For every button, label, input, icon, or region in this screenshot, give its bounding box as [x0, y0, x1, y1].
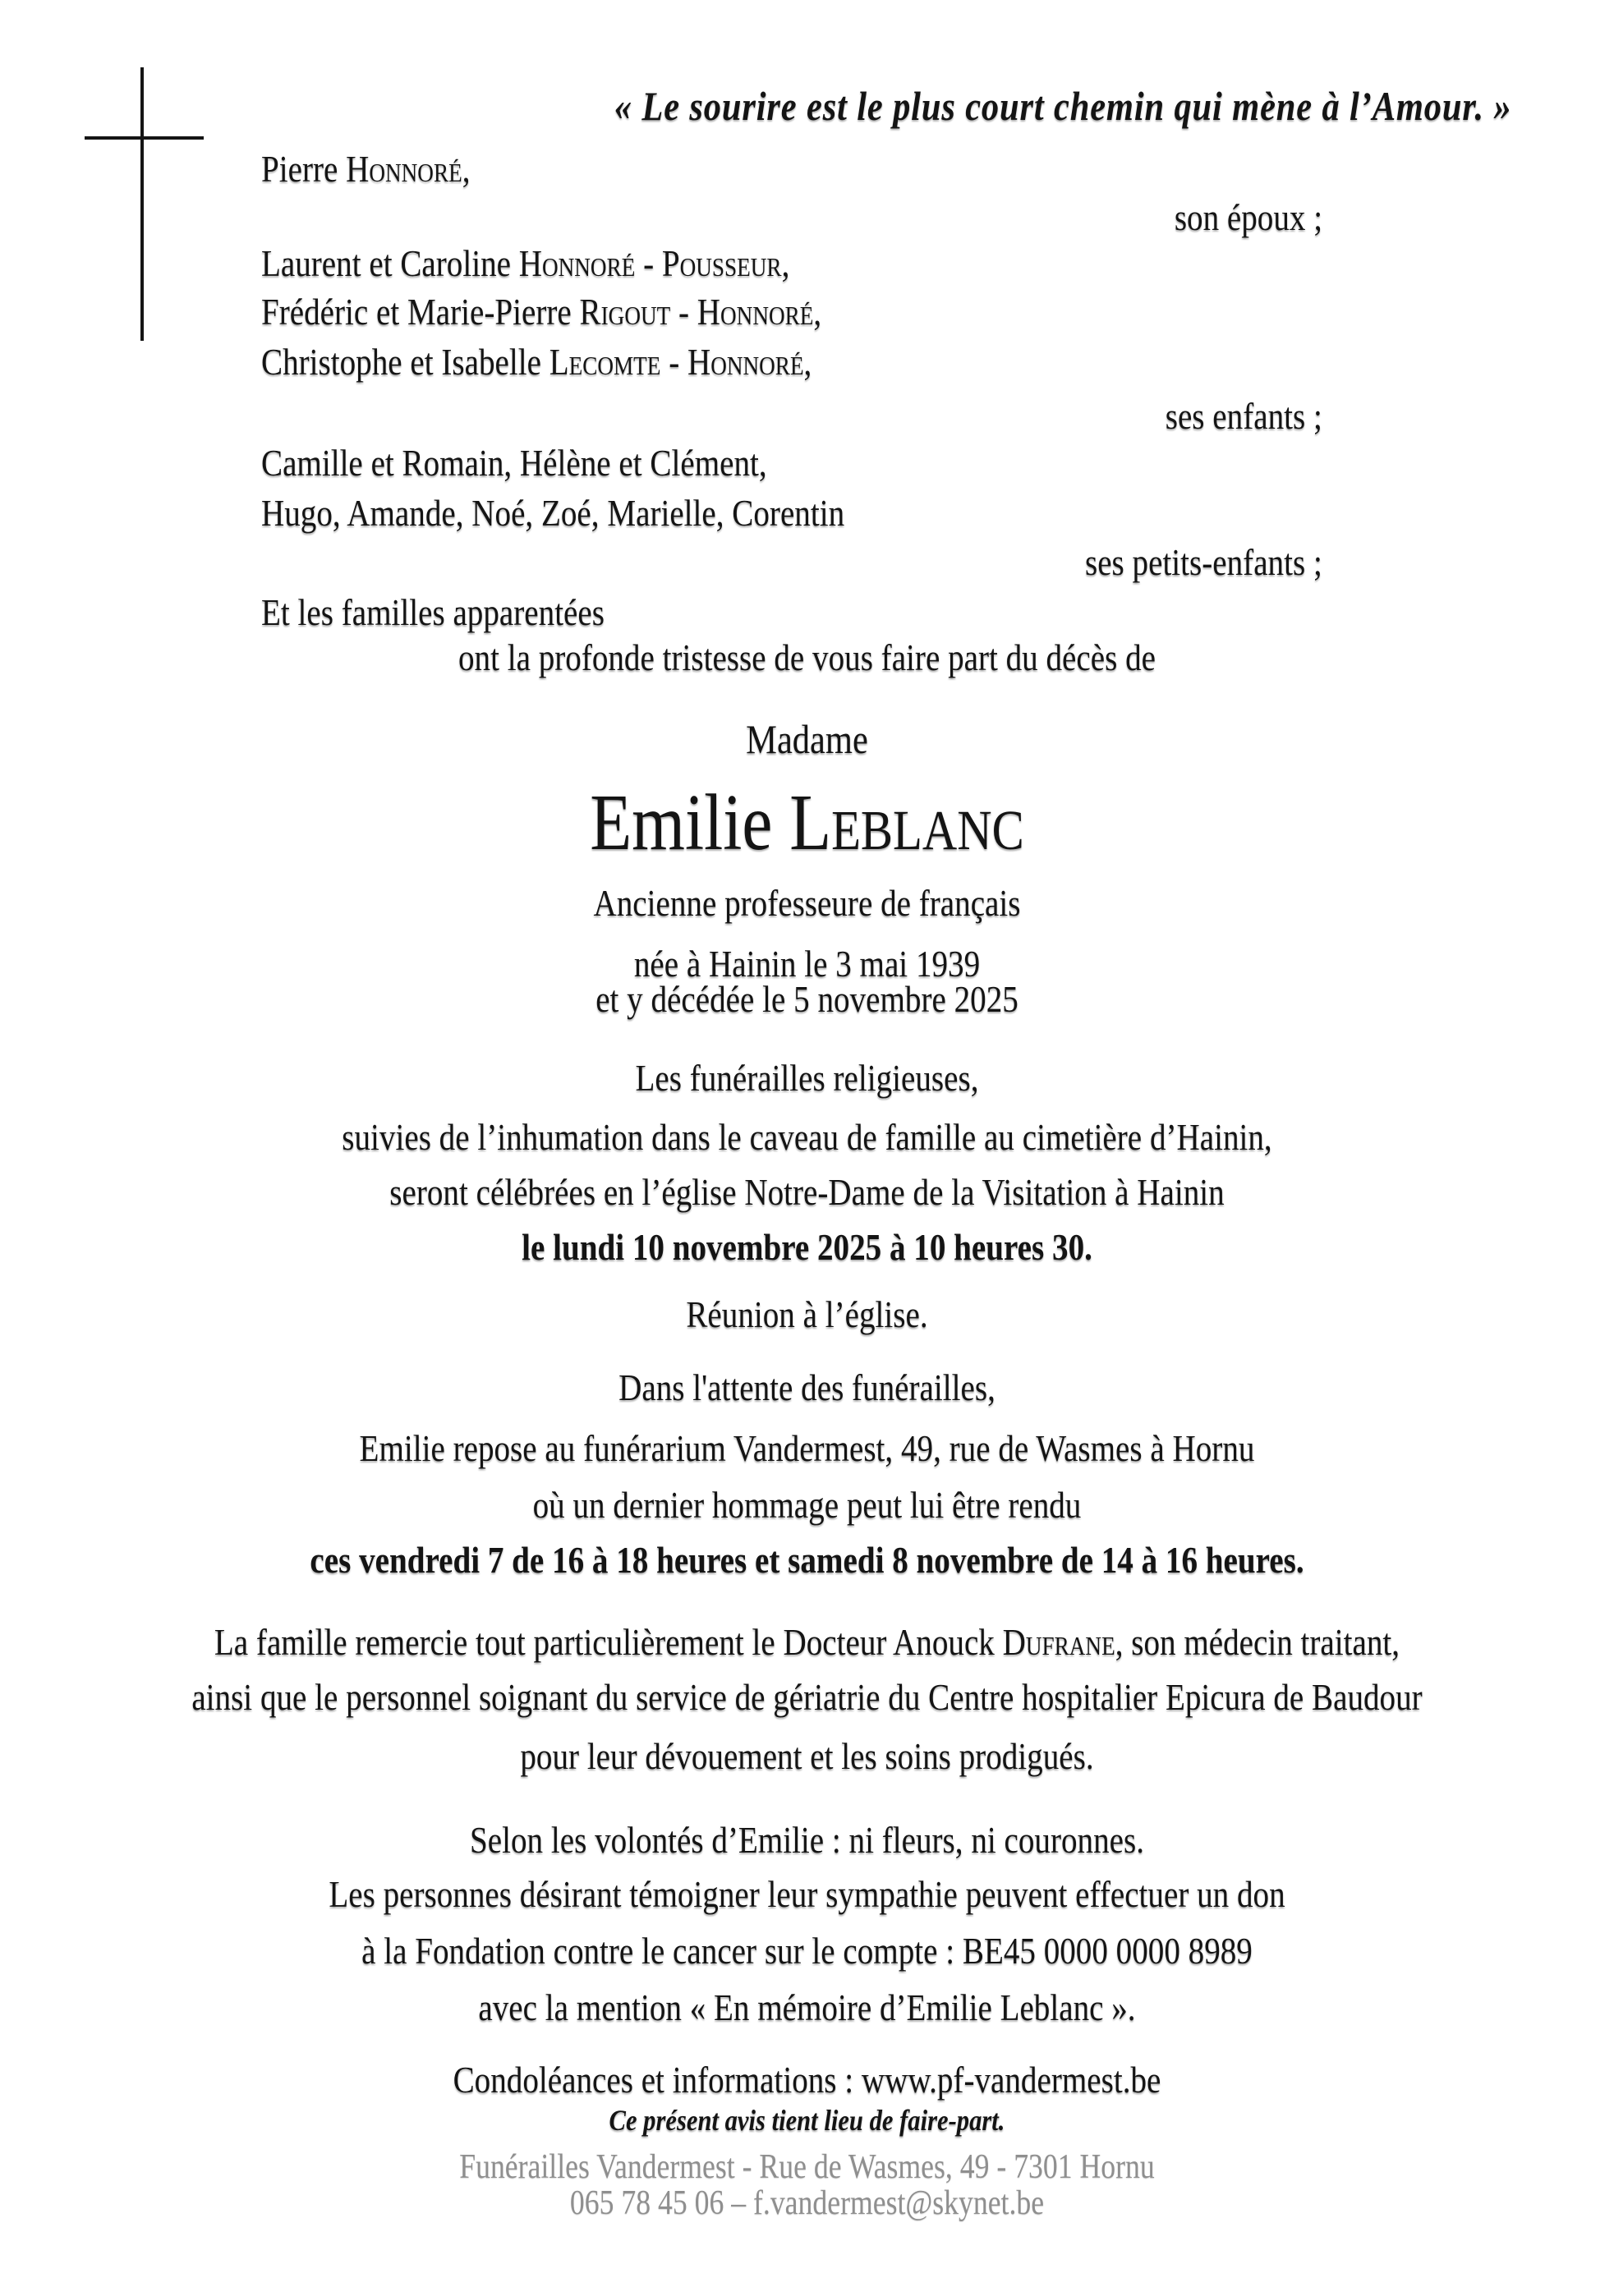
- deceased-name-title: Emilie Leblanc: [590, 778, 1024, 867]
- notice-line: Ce présent avis tient lieu de faire-part.: [609, 2104, 1005, 2137]
- grandchildren-role-label: ses petits-enfants ;: [1085, 541, 1322, 583]
- thanks-line: ainsi que le personnel soignant du service de gériatrie du Centre hospitalier Epicura de Baudour: [191, 1676, 1423, 1718]
- profession-line: Ancienne professeure de français: [593, 882, 1021, 924]
- funeral-home-address-line: Funérailles Vandermest - Rue de Wasmes, 49 - 7301 Hornu: [459, 2148, 1155, 2186]
- death-line: et y décédée le 5 novembre 2025: [595, 978, 1019, 1020]
- children-role-label: ses enfants ;: [1165, 395, 1322, 437]
- children-name-line: Christophe et Isabelle Lecomte - Honnoré,: [261, 341, 812, 383]
- wishes-line: Selon les volontés d’Emilie : ni fleurs, ni couronnes.: [470, 1819, 1144, 1861]
- visiting-hours-line: ces vendredi 7 de 16 à 18 heures et samedi 8 novembre de 14 à 16 heures.: [310, 1539, 1304, 1581]
- quote-line: « Le sourire est le plus court chemin qui mène à l’Amour. »: [614, 83, 1511, 129]
- funeral-datetime-line: le lundi 10 novembre 2025 à 10 heures 30.: [522, 1226, 1092, 1268]
- funeral-home-contact-line: 065 78 45 06 – f.vandermest@skynet.be: [569, 2184, 1045, 2222]
- condolences-line: Condoléances et informations : www.pf-vandermest.be: [453, 2059, 1161, 2101]
- email-link[interactable]: f.vandermest@skynet.be: [753, 2184, 1045, 2222]
- birth-line: née à Hainin le 3 mai 1939: [633, 943, 981, 985]
- thanks-line: pour leur dévouement et les soins prodigués.: [520, 1735, 1094, 1777]
- website-link[interactable]: www.pf-vandermest.be: [861, 2059, 1161, 2101]
- announcement-line: ont la profonde tristesse de vous faire part du décès de: [458, 636, 1156, 678]
- children-name-line: Laurent et Caroline Honnoré - Pousseur,: [261, 242, 790, 284]
- husband-name-line: Pierre Honnoré,: [261, 148, 471, 190]
- thanks-line: La famille remercie tout particulièrement le Docteur Anouck Dufrane, son médecin traitant,: [214, 1621, 1400, 1663]
- children-name-line: Frédéric et Marie-Pierre Rigout - Honnoré,: [261, 291, 822, 333]
- donation-line: Les personnes désirant témoigner leur sympathie peuvent effectuer un don: [329, 1873, 1285, 1915]
- donation-account-line: à la Fondation contre le cancer sur le compte : BE45 0000 0000 8989: [361, 1930, 1253, 1972]
- meeting-line: Réunion à l’église.: [686, 1293, 928, 1335]
- repose-line: Emilie repose au funérarium Vandermest, 49, rue de Wasmes à Hornu: [359, 1427, 1255, 1469]
- donation-mention-line: avec la mention « En mémoire d’Emilie Leblanc ».: [478, 1986, 1136, 2028]
- related-families-line: Et les familles apparentées: [261, 591, 605, 633]
- grandchildren-line: Hugo, Amande, Noé, Zoé, Marielle, Corentin: [261, 492, 845, 534]
- funeral-line: Les funérailles religieuses,: [635, 1057, 979, 1099]
- deceased-civility: Madame: [746, 716, 868, 762]
- funeral-line: suivies de l’inhumation dans le caveau de famille au cimetière d’Hainin,: [342, 1116, 1272, 1158]
- grandchildren-line: Camille et Romain, Hélène et Clément,: [261, 442, 767, 484]
- repose-line: où un dernier hommage peut lui être rendu: [532, 1484, 1082, 1526]
- funeral-line: seront célébrées en l’église Notre-Dame de la Visitation à Hainin: [389, 1171, 1225, 1213]
- husband-role-label: son époux ;: [1174, 196, 1322, 238]
- repose-line: Dans l'attente des funérailles,: [618, 1366, 996, 1408]
